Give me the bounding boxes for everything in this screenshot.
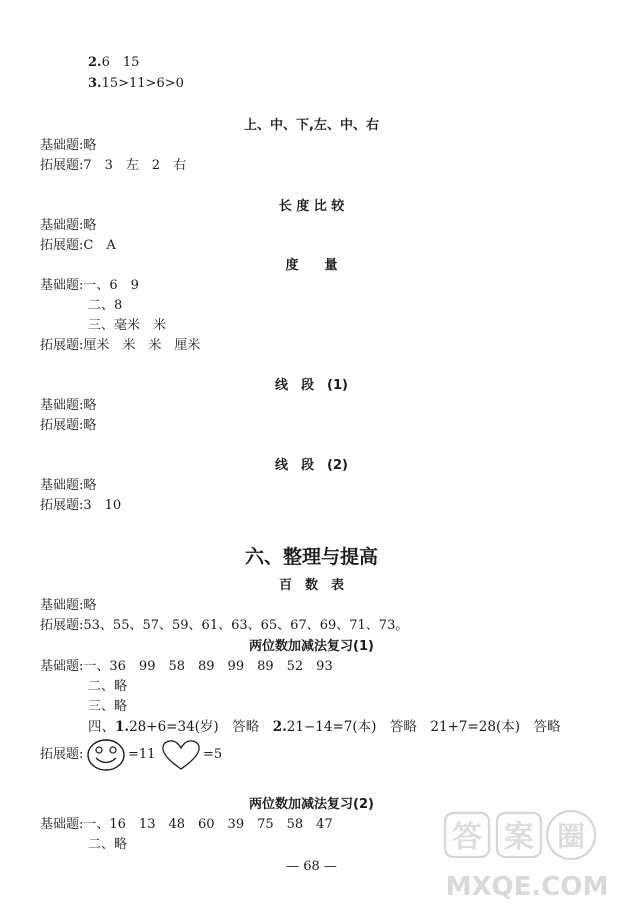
s6-ext: 拓展题:53、55、57、59、61、63、65、67、69、71、73。: [40, 618, 409, 633]
s8-basic-2: 二、略: [88, 837, 128, 852]
s3-basic-2: 二、8: [88, 298, 123, 313]
s3-basic: 基础题:一、6 9: [40, 278, 139, 293]
section-title-length-compare: 长 度 比 较: [278, 199, 345, 214]
s2-ext: 拓展题:C A: [40, 238, 116, 253]
s6-basic: 基础题:略: [40, 598, 97, 613]
watermark-text: MXQE.COM: [445, 872, 609, 902]
s7-ext-eq1: =11: [128, 747, 156, 762]
section-title-segment-2: 线 段 (2): [275, 458, 348, 473]
section-title-review-1: 两位数加减法复习(1): [249, 639, 374, 654]
section-title-hundred-chart: 百 数 表: [278, 578, 344, 593]
s3-basic-3: 三、毫米 米: [88, 318, 167, 333]
s7-basic-4: 四、1.28+6=34(岁) 答略 2.21−14=7(本) 答略 21+7=28(本) 答略: [88, 719, 561, 735]
section-title-measure: 度 量: [285, 258, 338, 273]
s7-basic-2: 二、略: [88, 679, 128, 694]
svg-text:案: 案: [504, 820, 534, 855]
s2-basic: 基础题:略: [40, 218, 97, 233]
top-line-2: 2.6 15: [88, 55, 140, 70]
svg-text:圈: 圈: [556, 820, 586, 853]
section-title-positions: 上、中、下,左、中、右: [244, 118, 379, 133]
s5-ext: 拓展题:3 10: [40, 498, 122, 513]
s7-basic: 基础题:一、36 99 58 89 99 89 52 93: [40, 659, 333, 674]
s1-basic: 基础题:略: [40, 138, 97, 153]
svg-text:答: 答: [452, 820, 482, 855]
unit-title: 六、整理与提高: [244, 546, 378, 568]
s5-basic: 基础题:略: [40, 478, 97, 493]
s7-ext-label: 拓展题:: [40, 747, 84, 762]
section-title-review-2: 两位数加减法复习(2): [249, 797, 374, 812]
s3-ext: 拓展题:厘米 米 米 厘米: [40, 338, 201, 353]
s4-basic: 基础题:略: [40, 398, 97, 413]
s4-ext: 拓展题:略: [40, 418, 97, 433]
section-title-segment-1: 线 段 (1): [275, 378, 348, 393]
s7-basic-3: 三、略: [88, 699, 128, 714]
s1-ext: 拓展题:7 3 左 2 右: [40, 158, 187, 173]
page-number: — 68 —: [286, 859, 337, 874]
smiley-face-icon: [86, 738, 126, 772]
answer-watermark-logo: [435, 807, 615, 903]
s8-basic: 基础题:一、16 13 48 60 39 75 58 47: [40, 817, 333, 832]
top-line-3: 3.15>11>6>0: [88, 76, 184, 91]
heart-icon: [160, 738, 202, 772]
s7-ext-eq2: =5: [203, 747, 223, 762]
